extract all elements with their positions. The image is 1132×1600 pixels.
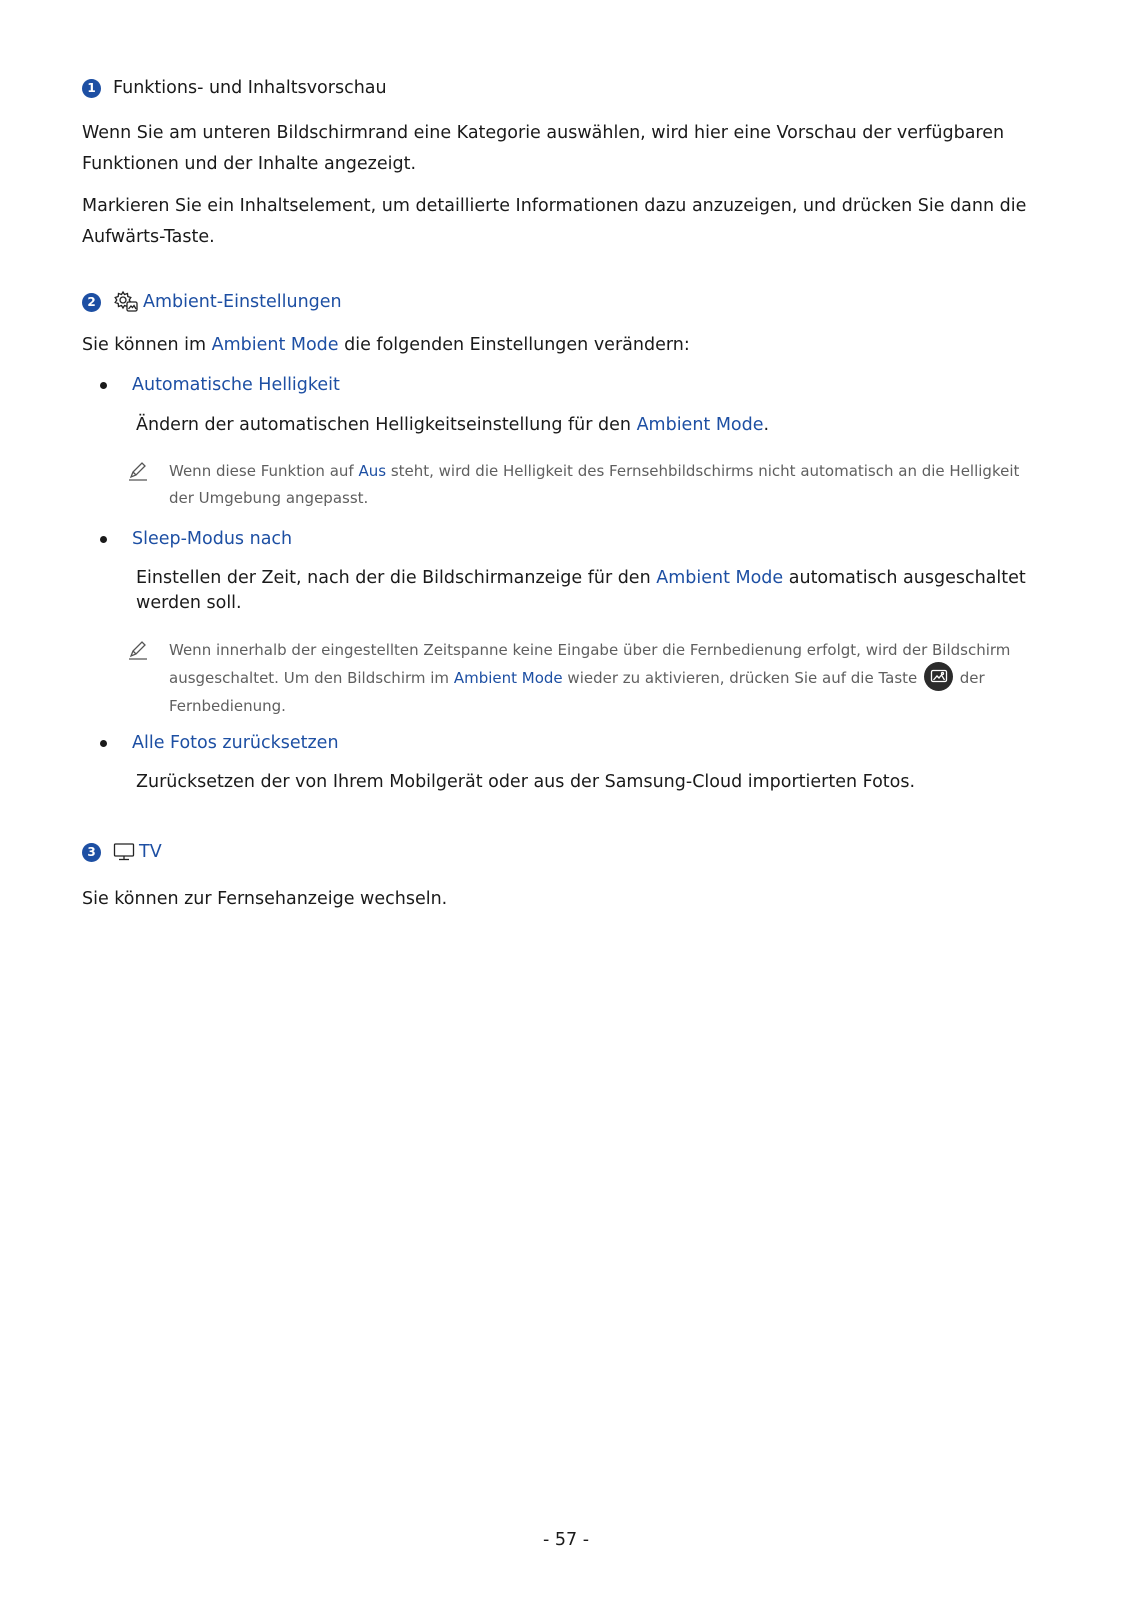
bullet-title: Automatische Helligkeit: [132, 375, 340, 395]
section-1-title: Funktions- und Inhaltsvorschau: [113, 78, 387, 98]
ambient-mode-button-icon: [924, 662, 953, 691]
bullet-description: Ändern der automatischen Helligkeitseinstellung für den Ambient Mode.: [136, 415, 770, 435]
bullet-title: Alle Fotos zurücksetzen: [132, 733, 339, 753]
section-3-paragraph: Sie können zur Fernsehanzeige wechseln.: [82, 889, 448, 909]
gear-icon: [113, 290, 139, 314]
tv-icon: [113, 842, 135, 862]
page-number: - 57 -: [542, 1530, 590, 1550]
bullet-description: Einstellen der Zeit, nach der die Bildschirmanzeige für den Ambient Mode automatisch ausgeschaltet werden soll.: [136, 568, 1026, 613]
bullet-item-automatische-helligkeit: [100, 375, 340, 395]
bullet-dot: [100, 382, 107, 389]
ambient-mode-link: Ambient Mode: [211, 335, 339, 355]
note-sleep-modus: [127, 637, 1037, 720]
bullet-title: Sleep-Modus nach: [132, 529, 293, 549]
section-1-paragraph-1: Wenn Sie am unteren Bildschirmrand eine Kategorie auswählen, wird hier eine Vorschau der verfügbaren Funktionen und der Inhalte angezeigt.: [82, 123, 1005, 174]
bullet-item-alle-fotos: [100, 733, 339, 753]
section-3-heading: [82, 842, 162, 862]
section-number-badge: 2: [82, 293, 101, 312]
pencil-note-icon: [127, 639, 149, 661]
note-text: Wenn innerhalb der eingestellten Zeitspanne keine Eingabe über die Fernbedienung erfolgt, wird der Bildschirm ausgeschaltet. Um den Bildschirm im Ambient Mode wieder zu aktivieren, drücken Sie auf die Taste der Fernbedienung.: [169, 641, 1011, 715]
section-1-heading: [82, 78, 387, 98]
section-3-title: TV: [139, 842, 162, 862]
section-2-heading: [82, 290, 342, 314]
section-number-badge: 1: [82, 79, 101, 98]
section-number-badge: 3: [82, 843, 101, 862]
bullet-description: Zurücksetzen der von Ihrem Mobilgerät oder aus der Samsung-Cloud importierten Fotos.: [136, 772, 916, 792]
section-2-intro: Sie können im Ambient Mode die folgenden Einstellungen verändern:: [82, 335, 690, 355]
pencil-note-icon: [127, 460, 149, 482]
section-1-paragraph-2: Markieren Sie ein Inhaltselement, um detaillierte Informationen dazu anzuzeigen, und drücken Sie dann die Aufwärts-Taste.: [82, 196, 1027, 247]
section-2-title: Ambient-Einstellungen: [143, 292, 342, 312]
bullet-item-sleep-modus: [100, 529, 292, 549]
bullet-dot: [100, 740, 107, 747]
note-automatische-helligkeit: [127, 458, 1037, 512]
bullet-dot: [100, 536, 107, 543]
note-text: Wenn diese Funktion auf Aus steht, wird die Helligkeit des Fernsehbildschirms nicht automatisch an die Helligkeit der Umgebung angepasst.: [169, 462, 1020, 507]
